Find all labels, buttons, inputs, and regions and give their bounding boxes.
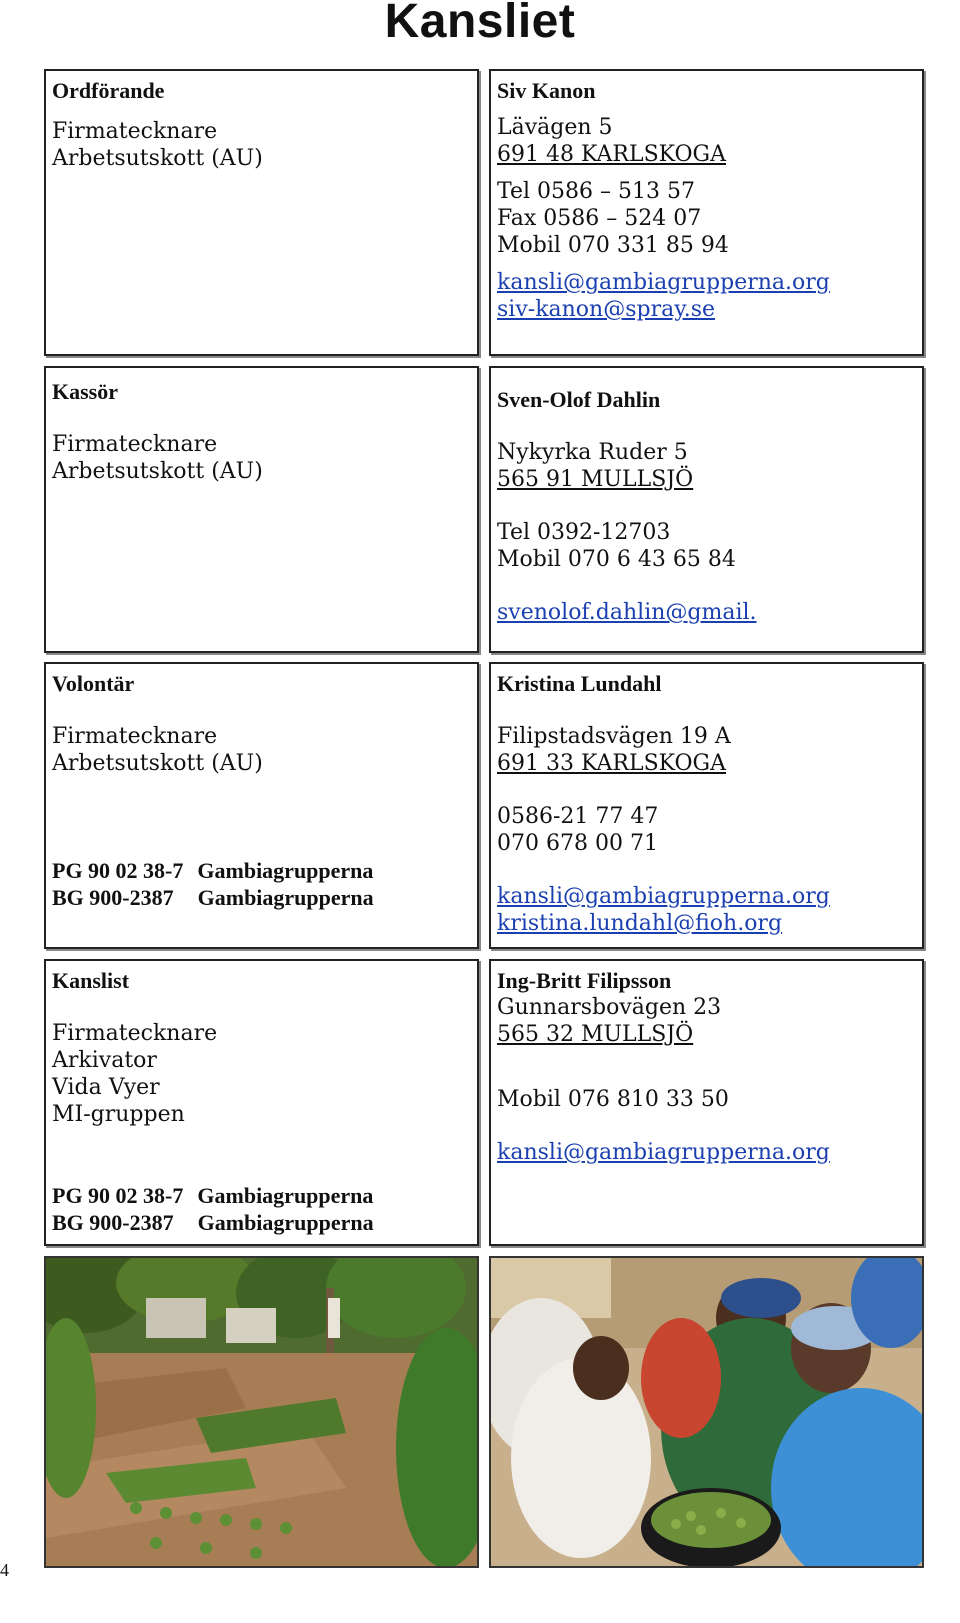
garden-photo [44, 1256, 479, 1568]
role-duty: Firmatecknare [52, 1021, 218, 1046]
role-box-ordforande [44, 69, 479, 356]
contact-box-kristina-lundahl [489, 662, 924, 949]
contact-postal: 691 33 KARLSKOGA [497, 751, 726, 776]
role-duty: Arbetsutskott (AU) [52, 146, 263, 171]
role-duty: Arbetsutskott (AU) [52, 459, 263, 484]
contact-mobile: 070 678 00 71 [497, 831, 658, 856]
account-row [52, 1209, 471, 1236]
email-link[interactable]: kansli@gambiagrupperna.org [497, 884, 830, 909]
page-number: 4 [0, 1560, 9, 1580]
contact-postal: 565 32 MULLSJÖ [497, 1022, 694, 1047]
role-box-kanslist [44, 959, 479, 1246]
account-number: PG 90 02 38-7 [52, 858, 184, 883]
role-title: Ordförande [52, 78, 165, 103]
contact-name: Kristina Lundahl [497, 671, 662, 696]
contact-name: Sven-Olof Dahlin [497, 387, 661, 412]
role-box-kassor [44, 366, 479, 653]
email-link[interactable]: kansli@gambiagrupperna.org [497, 1140, 830, 1165]
account-name: Gambiagrupperna [197, 885, 374, 910]
account-row [52, 884, 471, 911]
account-name: Gambiagrupperna [197, 858, 374, 883]
account-name: Gambiagrupperna [197, 1210, 374, 1235]
contact-phone: Tel 0392-12703 [497, 520, 671, 545]
role-box-volontar [44, 662, 479, 949]
account-number: BG 900-2387 [52, 1210, 174, 1235]
contact-mobile: Mobil 070 331 85 94 [497, 233, 729, 258]
contact-mobile: Mobil 070 6 43 65 84 [497, 547, 736, 572]
role-duty: Firmatecknare [52, 432, 218, 457]
role-duty: Arkivator [52, 1048, 157, 1073]
contact-street: Filipstadsvägen 19 A [497, 724, 731, 749]
contact-street: Lävägen 5 [497, 115, 613, 140]
email-link[interactable]: siv-kanon@spray.se [497, 297, 716, 322]
cooking-group-photo [489, 1256, 924, 1568]
role-title: Kanslist [52, 968, 130, 993]
role-duty: Firmatecknare [52, 119, 218, 144]
account-number: PG 90 02 38-7 [52, 1183, 184, 1208]
role-duty: Vida Vyer [52, 1075, 160, 1100]
role-duty: Arbetsutskott (AU) [52, 751, 263, 776]
email-link[interactable]: kansli@gambiagrupperna.org [497, 270, 830, 295]
account-row [52, 1182, 471, 1209]
contact-street: Gunnarsbovägen 23 [497, 995, 722, 1020]
role-title: Volontär [52, 671, 135, 696]
role-duty: MI-gruppen [52, 1102, 185, 1127]
contact-name: Siv Kanon [497, 78, 596, 103]
contact-phone: 0586-21 77 47 [497, 804, 659, 829]
contact-box-siv-kanon [489, 69, 924, 356]
contact-street: Nykyrka Ruder 5 [497, 440, 688, 465]
contact-fax: Fax 0586 – 524 07 [497, 206, 702, 231]
email-link[interactable]: kristina.lundahl@fioh.org [497, 911, 783, 936]
contact-name: Ing-Britt Filipsson [497, 968, 672, 993]
account-name: Gambiagrupperna [197, 1183, 374, 1208]
page-title: Kansliet [384, 0, 576, 48]
contact-box-ing-britt-filipsson [489, 959, 924, 1246]
contact-postal: 565 91 MULLSJÖ [497, 467, 694, 492]
account-row [52, 857, 471, 884]
account-number: BG 900-2387 [52, 885, 174, 910]
contact-box-sven-olof-dahlin [489, 366, 924, 653]
contact-mobile: Mobil 076 810 33 50 [497, 1087, 729, 1112]
role-title: Kassör [52, 379, 118, 404]
email-link[interactable]: svenolof.dahlin@gmail. [497, 600, 757, 625]
contact-postal: 691 48 KARLSKOGA [497, 142, 726, 167]
role-duty: Firmatecknare [52, 724, 218, 749]
contact-phone: Tel 0586 – 513 57 [497, 179, 695, 204]
